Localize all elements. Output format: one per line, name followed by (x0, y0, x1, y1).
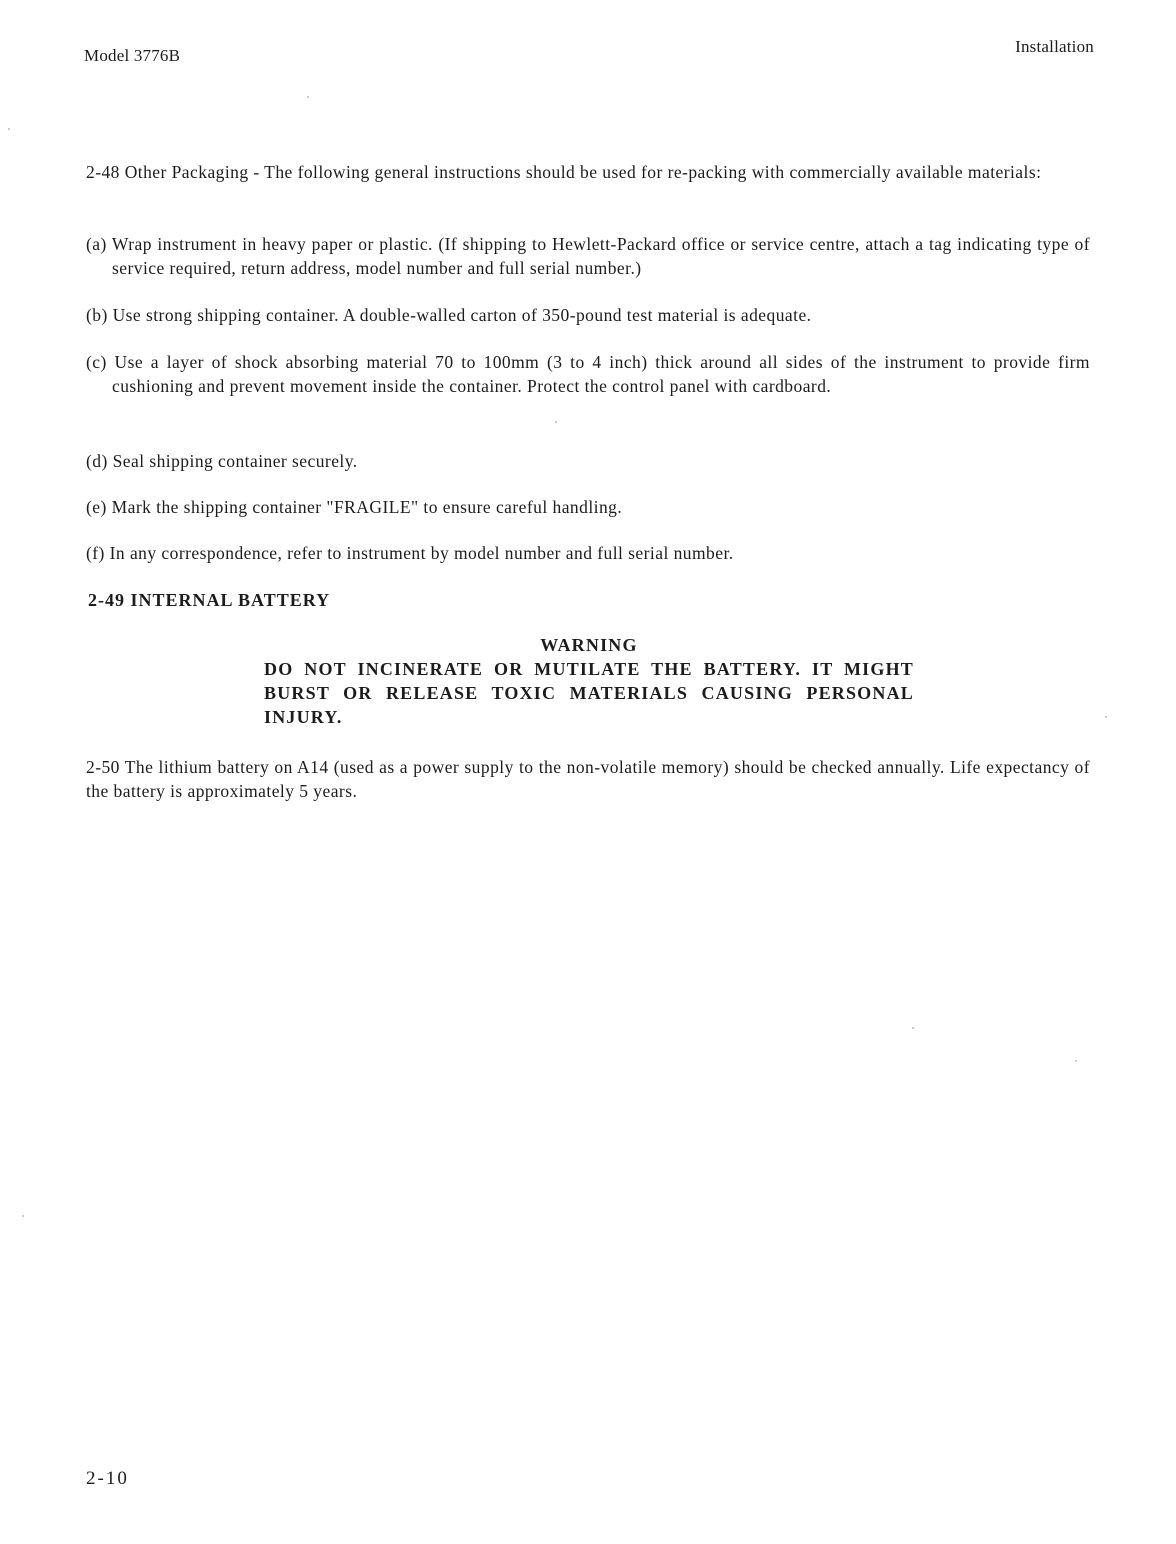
warning-block (264, 633, 914, 729)
list-item-b: (b) Use strong shipping container. A double-walled carton of 350-pound test material is adequate. (86, 305, 812, 325)
scan-speck (8, 128, 10, 130)
list-item-f: (f) In any correspondence, refer to instrument by model number and full serial number. (86, 543, 734, 563)
scan-speck (22, 1215, 24, 1217)
scan-speck (555, 421, 557, 423)
list-item-c: (c) Use a layer of shock absorbing material 70 to 100mm (3 to 4 inch) thick around all sides of the instrument to provide firm cushioning and prevent movement inside the container. Protect the control panel with cardboard. (86, 352, 1090, 396)
list-item-e: (e) Mark the shipping container "FRAGILE" to ensure careful handling. (86, 497, 623, 517)
warning-body: DO NOT INCINERATE OR MUTILATE THE BATTERY. IT MIGHT BURST OR RELEASE TOXIC MATERIALS CAUSING PERSONAL INJURY. (264, 659, 914, 727)
page-number: 2-10 (86, 1468, 129, 1489)
paragraph-2-48: 2-48 Other Packaging - The following general instructions should be used for re-packing with commercially available materials: (86, 162, 1042, 182)
scan-speck (1075, 1060, 1077, 1062)
warning-title: WARNING (540, 635, 638, 655)
paragraph-2-50: 2-50 The lithium battery on A14 (used as a power supply to the non-volatile memory) should be checked annually. Life expectancy of the battery is approximately 5 years. (86, 757, 1090, 801)
header-model: Model 3776B (84, 46, 181, 65)
list-item-a: (a) Wrap instrument in heavy paper or plastic. (If shipping to Hewlett-Packard office or service centre, attach a tag indicating type of service required, return address, model number and full serial number.) (86, 234, 1090, 278)
scan-speck (307, 96, 309, 98)
header-section: Installation (1015, 37, 1094, 56)
scan-speck (1105, 716, 1107, 718)
section-heading-2-49: 2-49 INTERNAL BATTERY (88, 590, 331, 610)
scan-speck (912, 1027, 914, 1029)
list-item-d: (d) Seal shipping container securely. (86, 451, 358, 471)
